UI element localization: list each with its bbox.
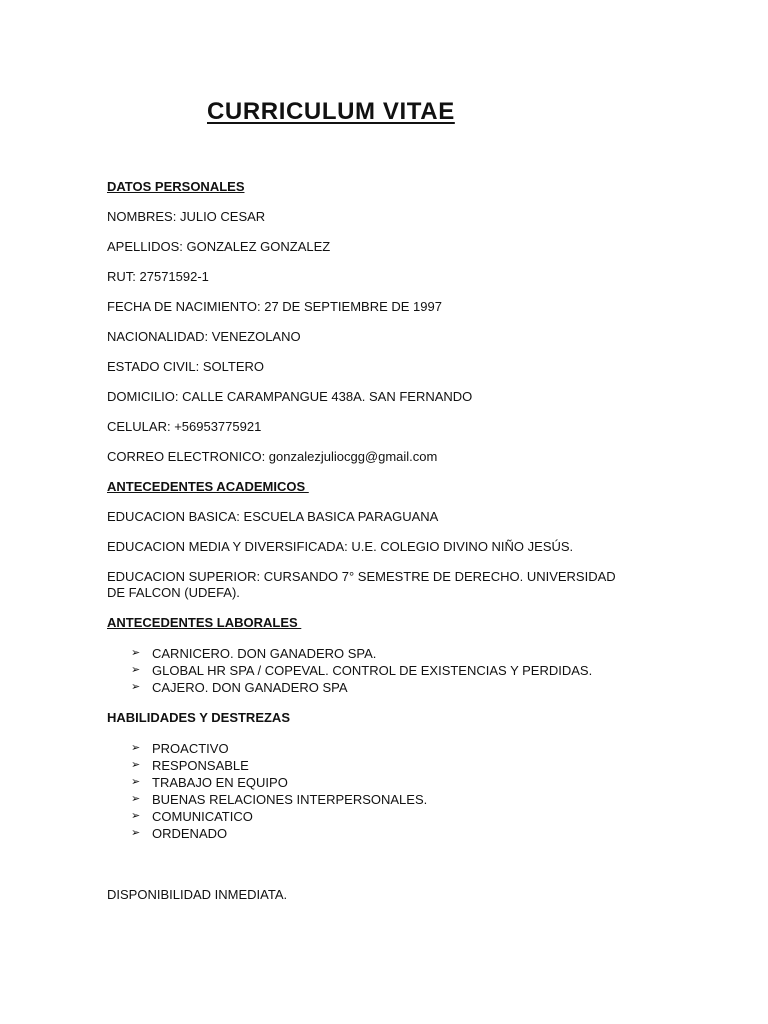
arrow-right-icon: ➢ bbox=[131, 827, 141, 839]
list-item bbox=[131, 662, 627, 679]
list-item-label: RESPONSABLE bbox=[152, 758, 249, 773]
field-estado-civil: ESTADO CIVIL: SOLTERO bbox=[107, 359, 264, 374]
skills-heading: HABILIDADES Y DESTREZAS bbox=[107, 710, 290, 725]
list-item bbox=[131, 645, 627, 662]
field-nacionalidad: NACIONALIDAD: VENEZOLANO bbox=[107, 329, 301, 344]
arrow-right-icon: ➢ bbox=[131, 681, 141, 693]
skills-section bbox=[107, 710, 627, 842]
personal-heading: DATOS PERSONALES bbox=[107, 179, 245, 194]
skills-list bbox=[107, 740, 627, 842]
list-item bbox=[131, 740, 627, 757]
list-item-label: CARNICERO. DON GANADERO SPA. bbox=[152, 646, 377, 661]
field-apellidos: APELLIDOS: GONZALEZ GONZALEZ bbox=[107, 239, 331, 254]
academic-item-media: EDUCACION MEDIA Y DIVERSIFICADA: U.E. COLEGIO DIVINO NIÑO JESÚS. bbox=[107, 539, 574, 554]
list-item bbox=[131, 774, 627, 791]
list-item-label: GLOBAL HR SPA / COPEVAL. CONTROL DE EXISTENCIAS Y PERDIDAS. bbox=[152, 663, 593, 678]
field-rut: RUT: 27571592-1 bbox=[107, 269, 209, 284]
arrow-right-icon: ➢ bbox=[131, 776, 141, 788]
list-item bbox=[131, 808, 627, 825]
arrow-right-icon: ➢ bbox=[131, 793, 141, 805]
list-item bbox=[131, 791, 627, 808]
work-section bbox=[107, 615, 627, 696]
arrow-right-icon: ➢ bbox=[131, 742, 141, 754]
work-list bbox=[107, 645, 627, 696]
list-item bbox=[131, 757, 627, 774]
academic-item-basica: EDUCACION BASICA: ESCUELA BASICA PARAGUANA bbox=[107, 509, 439, 524]
field-fecha-nacimiento: FECHA DE NACIMIENTO: 27 DE SEPTIEMBRE DE 1997 bbox=[107, 299, 442, 314]
work-heading: ANTECEDENTES LABORALES bbox=[107, 615, 302, 630]
document-title: CURRICULUM VITAE bbox=[207, 98, 455, 125]
document-content bbox=[107, 179, 627, 903]
academic-item-superior: EDUCACION SUPERIOR: CURSANDO 7° SEMESTRE DE DERECHO. UNIVERSIDAD DE FALCON (UDEFA). bbox=[107, 569, 616, 600]
field-domicilio: DOMICILIO: CALLE CARAMPANGUE 438A. SAN FERNANDO bbox=[107, 389, 473, 404]
list-item bbox=[131, 825, 627, 842]
availability-note: DISPONIBILIDAD INMEDIATA. bbox=[107, 887, 288, 902]
list-item-label: PROACTIVO bbox=[152, 741, 229, 756]
arrow-right-icon: ➢ bbox=[131, 759, 141, 771]
arrow-right-icon: ➢ bbox=[131, 647, 141, 659]
academic-section bbox=[107, 479, 627, 601]
personal-section bbox=[107, 179, 627, 465]
field-correo: CORREO ELECTRONICO: gonzalezjuliocgg@gmail.com bbox=[107, 449, 438, 464]
arrow-right-icon: ➢ bbox=[131, 810, 141, 822]
list-item-label: ORDENADO bbox=[152, 826, 228, 841]
field-nombres: NOMBRES: JULIO CESAR bbox=[107, 209, 266, 224]
list-item-label: COMUNICATICO bbox=[152, 809, 253, 824]
field-celular: CELULAR: +56953775921 bbox=[107, 419, 262, 434]
academic-heading: ANTECEDENTES ACADEMICOS bbox=[107, 479, 309, 494]
list-item-label: BUENAS RELACIONES INTERPERSONALES. bbox=[152, 792, 428, 807]
list-item-label: CAJERO. DON GANADERO SPA bbox=[152, 680, 348, 695]
list-item bbox=[131, 679, 627, 696]
list-item-label: TRABAJO EN EQUIPO bbox=[152, 775, 288, 790]
arrow-right-icon: ➢ bbox=[131, 664, 141, 676]
